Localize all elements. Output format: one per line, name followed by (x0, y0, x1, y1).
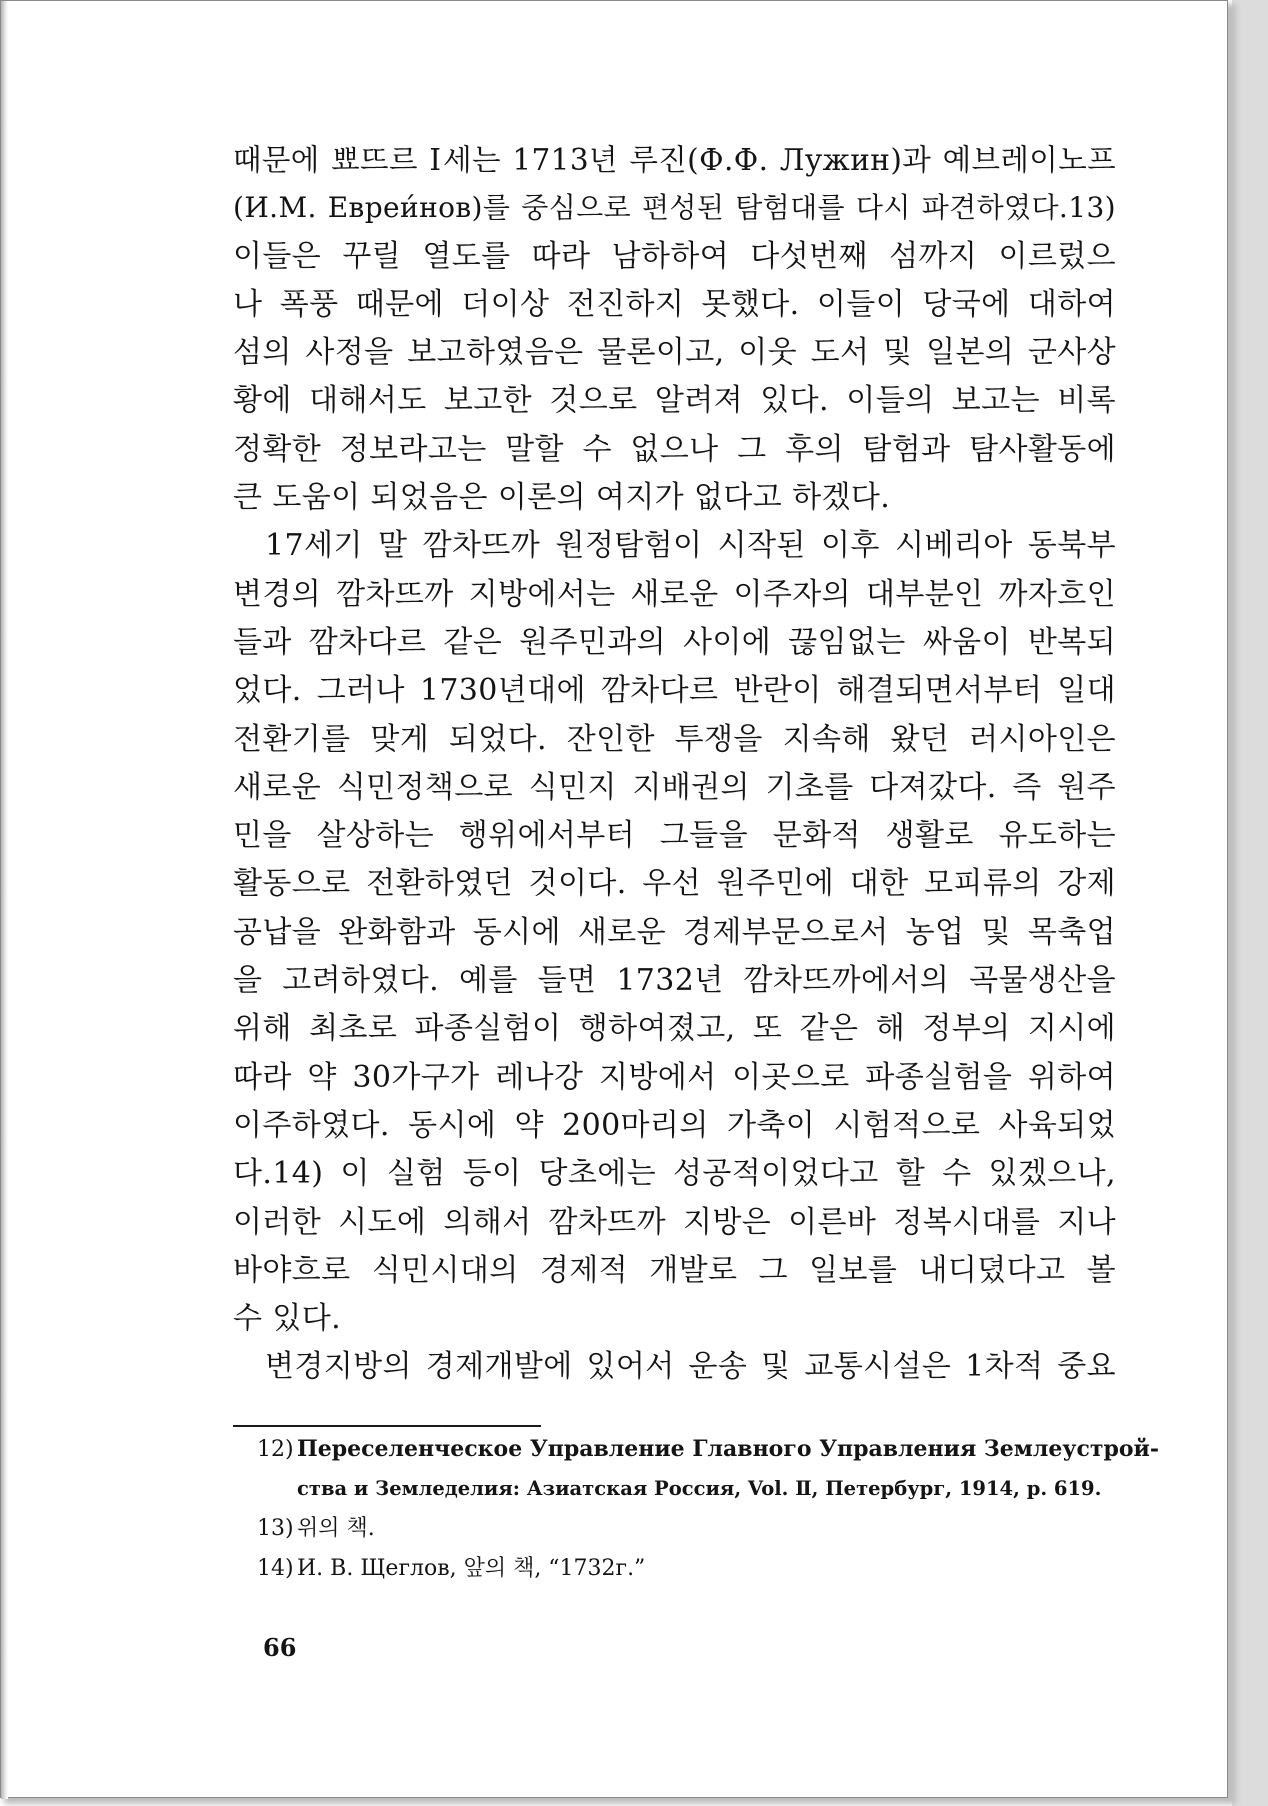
page-number: 66 (263, 1633, 297, 1662)
text-line: 따라 약 30가구가 레나강 지방에서 이곳으로 파종실험을 위하여 (233, 1059, 1116, 1095)
text-line: 을 고려하였다. 예를 들면 1732년 깜차뜨까에서의 곡물생산을 (233, 963, 1116, 999)
text-line: 나 폭풍 때문에 더이상 전진하지 못했다. 이들이 당국에 대하여 (233, 286, 1116, 322)
footnote-continuation: ства и Земледелия: Азиатская Россия, Vol. Ⅱ, Петербург, 1914, p. 619. (297, 1477, 1102, 1500)
text-line: 새로운 식민정책으로 식민지 지배권의 기초를 다져갔다. 즉 원주 (233, 769, 1116, 805)
viewer-background (1232, 0, 1268, 1806)
footnote-12 (233, 1429, 1159, 1469)
text-line: 바야흐로 식민시대의 경제적 개발로 그 일보를 내디뎠다고 볼 (233, 1252, 1116, 1288)
footnotes (233, 1429, 1159, 1589)
text-line: 황에 대해서도 보고한 것으로 알려져 있다. 이들의 보고는 비록 (233, 383, 1116, 419)
text-line: 이주하였다. 동시에 약 200마리의 가축이 시험적으로 사육되었 (233, 1107, 1116, 1143)
text-line: 이러한 시도에 의해서 깜차뜨까 지방은 이른바 정복시대를 지나 (233, 1204, 1116, 1240)
footnote-14 (233, 1549, 1116, 1589)
footnote-text: 위의 책. (297, 1516, 375, 1541)
text-line: 전환기를 맞게 되었다. 잔인한 투쟁을 지속해 왔던 러시아인은 (233, 721, 1116, 757)
footnote-number: 14) (257, 1556, 294, 1581)
text-line: 었다. 그러나 1730년대에 깜차다르 반란이 해결되면서부터 일대 (233, 673, 1116, 709)
body-text (233, 136, 1116, 1392)
text-line: 섬의 사정을 보고하였음은 물론이고, 이웃 도서 및 일본의 군사상 (233, 335, 1116, 371)
text-line: 이들은 꾸릴 열도를 따라 남하하여 다섯번째 섬까지 이르렀으 (233, 238, 1116, 274)
footnote-number: 13) (257, 1516, 294, 1541)
text-line: 민을 살상하는 행위에서부터 그들을 문화적 생활로 유도하는 (233, 818, 1116, 854)
footnote-number: 12) (257, 1437, 294, 1462)
text-line: 위해 최초로 파종실험이 행하여졌고, 또 같은 해 정부의 지시에 (233, 1011, 1116, 1047)
text-line: 변경의 깜차뜨까 지방에서는 새로운 이주자의 대부분인 까자흐인 (233, 576, 1116, 612)
text-line: 큰 도움이 되었음은 이론의 여지가 없다고 하겠다. (233, 480, 891, 516)
footnote-text: И. В. Щеглов, 앞의 책, “1732г.” (297, 1556, 646, 1581)
text-line: 때문에 뾰뜨르 Ⅰ세는 1713년 루진(Ф.Ф. Лужин)과 예브레이노프 (233, 143, 1116, 177)
footnote-13 (233, 1509, 1116, 1549)
text-line: 다.14) 이 실험 등이 당초에는 성공적이었다고 할 수 있겠으나, (233, 1156, 1116, 1192)
footnote-text: Переселенческое Управление Главного Управления Землеустрой- (297, 1436, 1159, 1462)
paragraph-start-line: 17세기 말 깜차뜨까 원정탐험이 시작된 이후 시베리아 동북부 (265, 528, 1116, 564)
footnote-rule (233, 1425, 541, 1427)
text-line: 들과 깜차다르 같은 원주민과의 사이에 끊임없는 싸움이 반복되 (233, 624, 1116, 660)
paragraph-start-line: 변경지방의 경제개발에 있어서 운송 및 교통시설은 1차적 중요 (265, 1349, 1116, 1385)
text-line: 수 있다. (233, 1301, 342, 1337)
page-binding-edge (1, 1, 8, 1799)
text-line: 공납을 완화함과 동시에 새로운 경제부문으로서 농업 및 목축업 (233, 914, 1116, 950)
text-line: (И.М. Евреи́нов)를 중심으로 편성된 탐험대를 다시 파견하였다.13) (233, 191, 1116, 225)
text-line: 활동으로 전환하였던 것이다. 우선 원주민에 대한 모피류의 강제 (233, 866, 1116, 902)
text-line: 정확한 정보라고는 말할 수 없으나 그 후의 탐험과 탐사활동에 (233, 431, 1116, 467)
